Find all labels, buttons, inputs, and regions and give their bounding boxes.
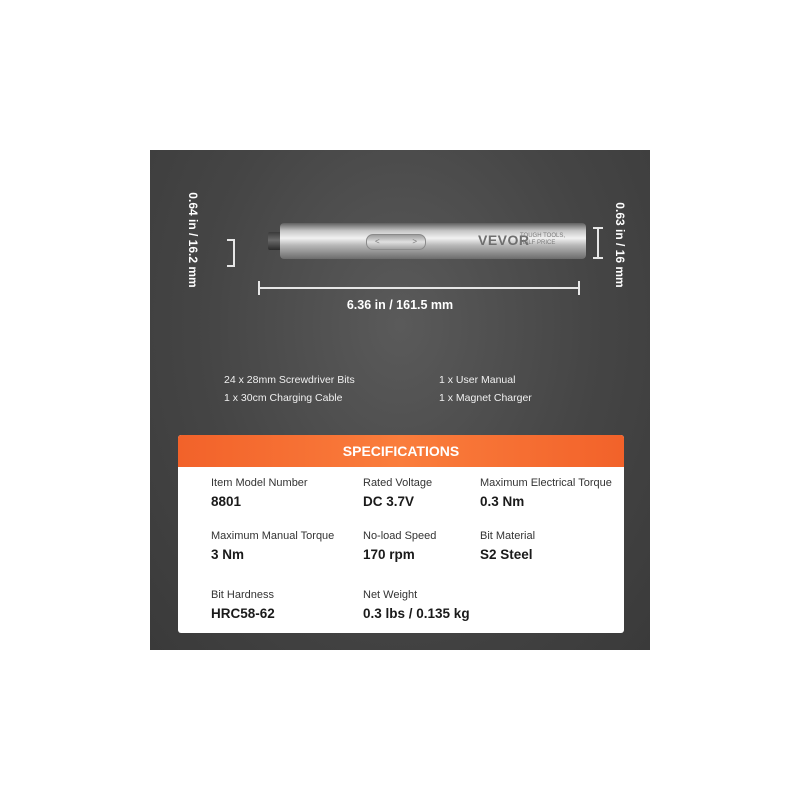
diameter-left-tick-top	[227, 239, 235, 241]
spec-item	[363, 589, 470, 621]
spec-item	[363, 530, 436, 562]
package-item: 1 x User Manual	[439, 374, 516, 386]
length-bar	[258, 287, 580, 289]
spec-label: Net Weight	[363, 589, 418, 601]
package-item: 1 x Magnet Charger	[439, 392, 532, 404]
pen-direction-button	[366, 234, 426, 250]
spec-value: S2 Steel	[480, 547, 533, 562]
spec-value: 0.3 Nm	[480, 494, 525, 509]
spec-value: DC 3.7V	[363, 494, 415, 509]
spec-item	[211, 477, 308, 509]
length-label: 6.36 in / 161.5 mm	[346, 298, 454, 312]
package-item: 24 x 28mm Screwdriver Bits	[224, 374, 355, 386]
chevron-left-icon: <	[375, 237, 380, 246]
package-item: 1 x 30cm Charging Cable	[224, 392, 343, 404]
diameter-left-tick-bottom	[227, 265, 235, 267]
spec-value: 170 rpm	[363, 547, 415, 562]
diameter-right-tick-bottom	[593, 257, 603, 259]
spec-label: No-load Speed	[363, 530, 437, 542]
spec-value: 8801	[211, 494, 242, 509]
spec-value: 3 Nm	[211, 547, 245, 562]
spec-item	[363, 477, 432, 509]
spec-value: HRC58-62	[211, 606, 275, 621]
length-tick-left	[258, 281, 260, 295]
spec-label: Bit Material	[480, 530, 536, 542]
spec-label: Maximum Manual Torque	[211, 530, 335, 542]
diameter-left-label: 0.64 in / 16.2 mm	[186, 192, 200, 288]
spec-value: 0.3 lbs / 0.135 kg	[363, 606, 470, 621]
pen-body	[280, 223, 586, 259]
chevron-right-icon: >	[412, 237, 417, 246]
tagline-line-1: TOUGH TOOLS,	[520, 233, 566, 239]
brand-logo: VEVOR	[478, 232, 530, 248]
spec-label: Item Model Number	[211, 477, 308, 489]
spec-item	[480, 530, 535, 562]
length-tick-right	[578, 281, 580, 295]
diameter-right-bar	[597, 227, 599, 259]
spec-label: Maximum Electrical Torque	[480, 477, 612, 489]
screwdriver-pen-image	[268, 223, 586, 259]
spec-label: Bit Hardness	[211, 589, 274, 601]
spec-label: Rated Voltage	[363, 477, 433, 489]
specifications-title: SPECIFICATIONS	[178, 435, 624, 467]
spec-item	[480, 477, 612, 509]
spec-item	[211, 530, 334, 562]
spec-item	[211, 589, 275, 621]
diameter-right-label: 0.63 in / 16 mm	[613, 202, 627, 288]
specifications-card	[178, 435, 624, 633]
tagline-line-2: HALF PRICE	[520, 240, 556, 246]
diameter-right-tick-top	[593, 227, 603, 229]
diameter-left-bar	[233, 239, 235, 267]
brand-tagline	[520, 233, 565, 247]
